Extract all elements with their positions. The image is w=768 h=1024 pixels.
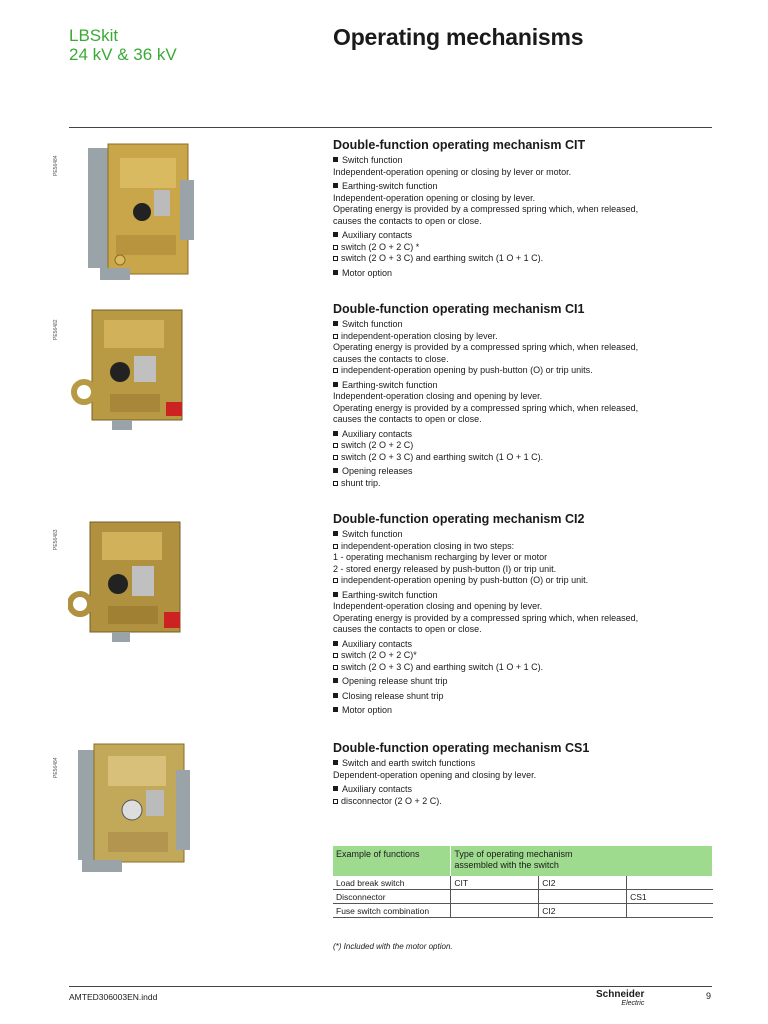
check-line: disconnector (2 O + 2 C). [333,796,713,808]
table-cell [539,890,627,904]
check-line: switch (2 O + 3 C) and earthing switch (1 O + 1 C). [333,452,713,464]
square-bullet-icon [333,707,338,712]
square-bullet-icon [333,270,338,275]
checkbox-icon [333,443,338,448]
square-bullet-icon [333,641,338,646]
logo-sub-text: Electric [621,1000,645,1007]
check-line: shunt trip. [333,478,713,490]
checkbox-icon [333,334,338,339]
square-bullet-icon [333,678,338,683]
table-cell: CI2 [539,876,627,890]
check-line: independent-operation closing in two steps: [333,541,713,553]
bullet-line: Auxiliary contacts [333,639,713,651]
row-label: Disconnector [333,890,451,904]
check-line: independent-operation closing by lever. [333,331,713,343]
table-cell: CIT [451,876,539,890]
table-cell [451,890,539,904]
text-line: Independent-operation opening or closing by lever. [333,192,536,203]
section-ci2 [333,512,713,717]
bullet-line: Closing release shunt trip [333,691,713,703]
functions-table [333,846,713,918]
square-bullet-icon [333,431,338,436]
bullet-line: Motor option [333,268,713,280]
bullet-line: Earthing-switch function [333,590,713,602]
schneider-electric-logo [596,990,644,1008]
text-line: Operating energy is provided by a compressed spring which, when released, [333,204,639,214]
page-title: Operating mechanisms [333,24,584,50]
bullet-line: Earthing-switch function [333,181,713,193]
row-label: Load break switch [333,876,451,890]
table-header-functions: Example of functions [333,846,451,876]
operating-mechanism-cit-photo [80,140,210,285]
bullet-line: Auxiliary contacts [333,784,713,796]
checkbox-icon [333,665,338,670]
square-bullet-icon [333,382,338,387]
check-line: independent-operation opening by push-button (O) or trip units. [333,365,713,377]
checkbox-icon [333,455,338,460]
text-line: Independent-operation opening or closing by lever or motor. [333,166,572,177]
table-row [333,904,713,918]
text-line: Independent-operation closing and opening by lever. [333,391,543,401]
bullet-line: Earthing-switch function [333,380,713,392]
operating-mechanism-ci2-photo [68,518,198,648]
operating-mechanism-ci1-photo [70,306,200,436]
text-line: Independent-operation closing and opening by lever. [333,601,543,611]
table-cell: CI2 [539,904,627,918]
square-bullet-icon [333,183,338,188]
top-divider [69,127,712,128]
bullet-line: Motor option [333,705,713,717]
section-ci1 [333,302,713,489]
bullet-line: Opening releases [333,466,713,478]
table-row [333,876,713,890]
table-cell [627,876,713,890]
brand-line-2: 24 kV & 36 kV [69,45,177,64]
page-number: 9 [706,991,712,1001]
text-line: 2 - stored energy released by push-button (I) or trip unit. [333,563,557,574]
photo-code-3: PE56483 [53,529,59,550]
header-line-2: assembled with the switch [454,860,559,870]
table-cell: CS1 [627,890,713,904]
table-row [333,890,713,904]
section-title: Double-function operating mechanism CIT [333,138,586,152]
text-line: Operating energy is provided by a compressed spring which, when released, [333,402,639,413]
bottom-divider [69,986,712,987]
check-line: independent-operation opening by push-button (O) or trip unit. [333,575,713,587]
text-line: causes the contacts to open or close. [333,215,482,226]
checkbox-icon [333,368,338,373]
text-line: causes the contacts to open or close. [333,624,482,634]
bullet-line: Switch function [333,529,713,541]
bullet-line: Opening release shunt trip [333,676,713,688]
check-line: switch (2 O + 3 C) and earthing switch (1 O + 1 C). [333,662,713,674]
bullet-line: Auxiliary contacts [333,429,713,441]
check-line: switch (2 O + 3 C) and earthing switch (1 O + 1 C). [333,253,713,265]
photo-code-2: PE56482 [53,319,59,340]
section-cs1 [333,741,713,807]
check-line: switch (2 O + 2 C) [333,440,713,452]
section-title: Double-function operating mechanism CI2 [333,512,585,526]
footnote: (*) Included with the motor option. [333,942,453,951]
square-bullet-icon [333,693,338,698]
check-line: switch (2 O + 2 C) * [333,242,713,254]
square-bullet-icon [333,786,338,791]
bullet-line: Auxiliary contacts [333,230,713,242]
table-cell [627,904,713,918]
text-line: 1 - operating mechanism recharging by lever or motor [333,552,548,562]
logo-main-text: Schneider [596,989,645,1000]
photo-code-1: PE56484 [53,155,59,176]
square-bullet-icon [333,592,338,597]
section-title: Double-function operating mechanism CI1 [333,302,585,316]
square-bullet-icon [333,531,338,536]
checkbox-icon [333,653,338,658]
footer-doc-code: AMTED306003EN.indd [69,992,158,1002]
bullet-line: Switch function [333,319,713,331]
table-header-row [333,846,713,876]
checkbox-icon [333,578,338,583]
row-label: Fuse switch combination [333,904,451,918]
checkbox-icon [333,544,338,549]
square-bullet-icon [333,157,338,162]
bullet-line: Switch and earth switch functions [333,758,713,770]
table-header-mechanism [451,846,713,876]
text-line: Operating energy is provided by a compressed spring which, when released, [333,612,639,623]
square-bullet-icon [333,760,338,765]
section-title: Double-function operating mechanism CS1 [333,741,590,755]
brand-line-1: LBSkit [69,26,119,45]
operating-mechanism-cs1-photo [72,740,202,875]
table-cell [451,904,539,918]
text-line: causes the contacts to open or close. [333,414,482,424]
checkbox-icon [333,245,338,250]
checkbox-icon [333,799,338,804]
square-bullet-icon [333,468,338,473]
checkbox-icon [333,256,338,261]
text-line: Operating energy is provided by a compressed spring which, when released, [333,342,639,352]
square-bullet-icon [333,232,338,237]
section-cit [333,138,713,279]
square-bullet-icon [333,321,338,326]
check-line: switch (2 O + 2 C)* [333,650,713,662]
bullet-line: Switch function [333,155,713,167]
text-line: Dependent-operation opening and closing by lever. [333,769,537,780]
header-line-1: Type of operating mechanism [454,849,573,859]
checkbox-icon [333,481,338,486]
photo-code-4: PE56484 [53,757,59,778]
text-line: causes the contacts to close. [333,353,449,364]
